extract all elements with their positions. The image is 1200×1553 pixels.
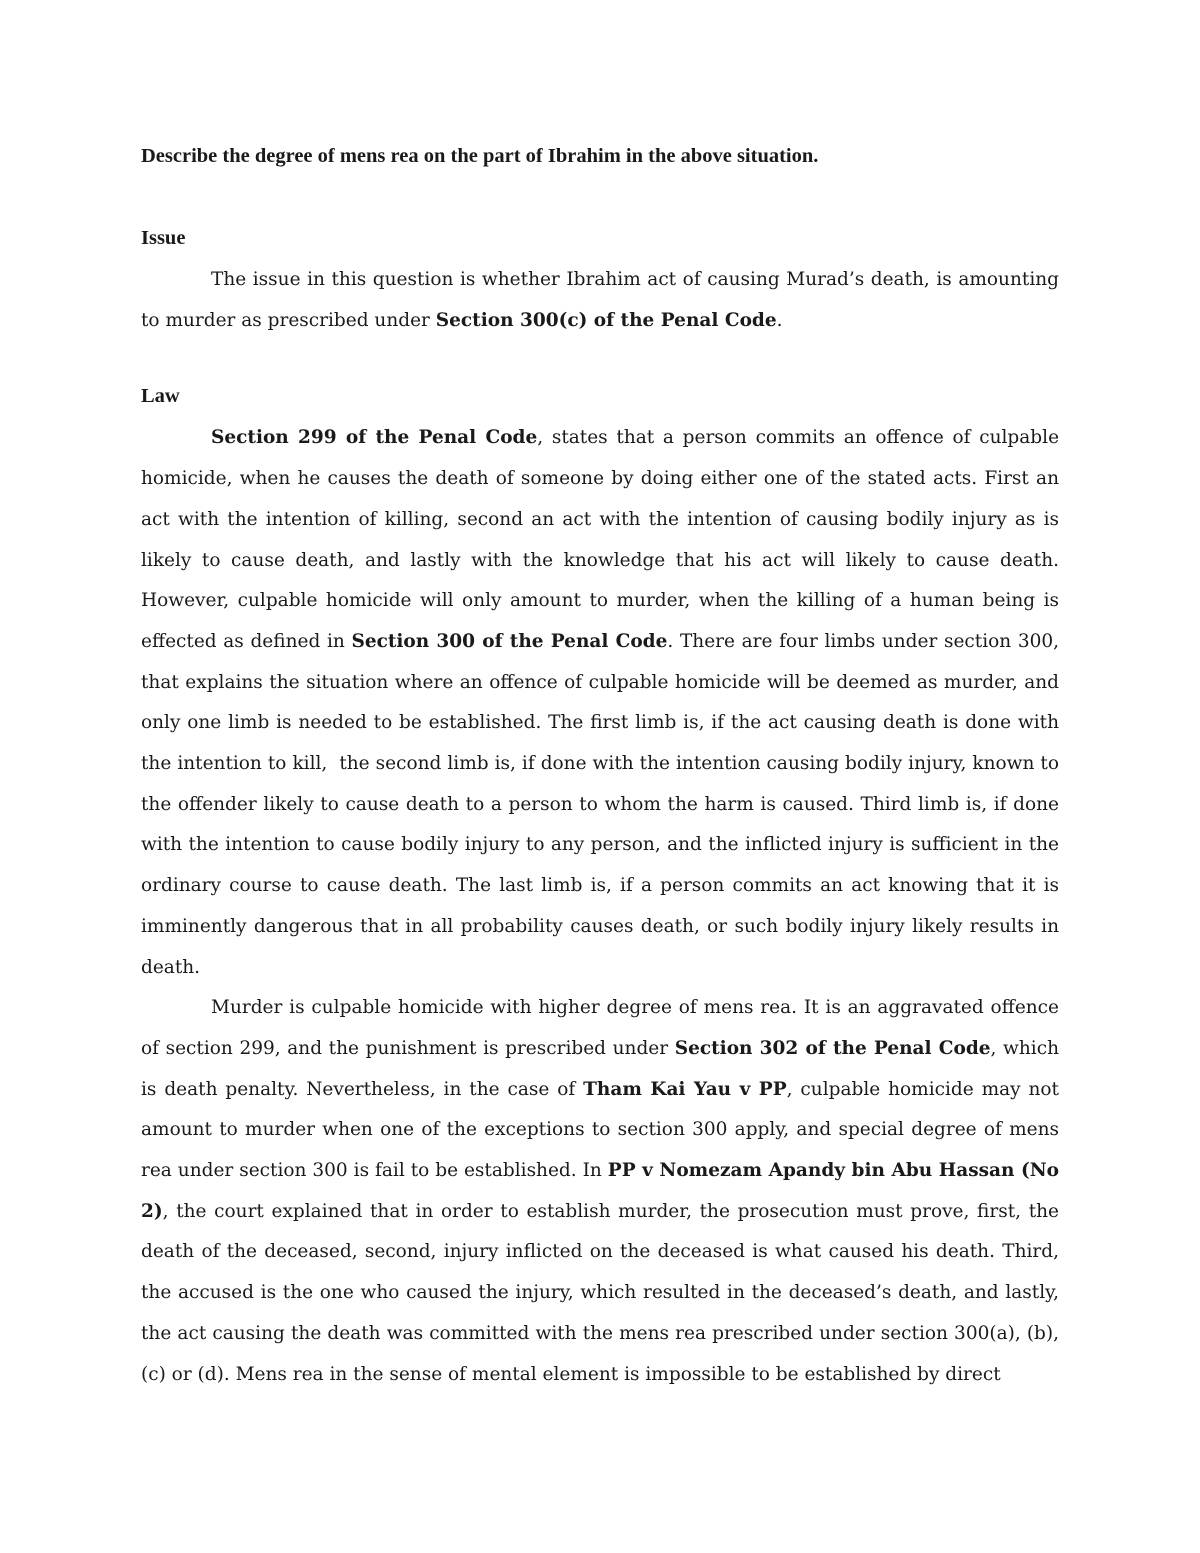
law-p1-text-2: . There are four limbs under section 300, that explains the situation where an offence of culpable homicide will be deemed as murder, and only one limb is needed to be established. The first limb is, if the act causing death is done with the intention to kill, the second limb is, if done with the intention causing bodily injury, known to the offender likely to cause death to a person to whom the harm is caused. Third limb is, if done with the intention to cause bodily injury to any person, and the inflicted injury is sufficient in the ordinary course to cause death. The last limb is, if a person commits an act knowing that it is imminently dangerous that in all probability causes death, or such bodily injury likely results in death. [141,630,1060,978]
law-p2-text-4: , the court explained that in order to establish murder, the prosecution must prove, first, the death of the deceased, second, injury inflicted on the deceased is what caused his death. Third, the accused is the one who caused the injury, which resulted in the deceased’s death, and lastly, the act causing the death was committed with the mens rea prescribed under section 300(a), (b), (c) or (d). Mens rea in the sense of mental element is impossible to be established by direct [141,1200,1059,1385]
issue-text-1: The issue in this question is whether Ibrahim act of causing Murad’s death, is amounting to murder as prescribed under [141,269,1059,331]
law-heading: Law [141,385,180,408]
law-section-302: Section 302 of the Penal Code [674,1037,991,1059]
issue-text-2: . [776,309,783,331]
document-page [141,139,1059,1395]
issue-paragraph [141,260,1059,341]
law-paragraph-2 [141,988,1059,1395]
law-p2-text-3: , culpable homicide may not amount to murder when one of the exceptions to section 300 apply, and special degree of mens rea under section 300 is fail to be established. In [141,1078,1059,1182]
case-tham-kai-yau: Tham Kai Yau v PP [583,1078,787,1100]
case-nomezam-apandy: PP v Nomezam Apandy bin Abu Hassan (No 2) [141,1160,1059,1222]
law-p2-text-2: , which is death penalty. Nevertheless, in the case of [141,1037,1059,1100]
question-heading: Describe the degree of mens rea on the part of Ibrahim in the above situation. [141,145,819,167]
issue-heading: Issue [141,227,186,249]
issue-section-300c: Section 300(c) of the Penal Code [435,309,777,331]
law-section-300: Section 300 of the Penal Code [351,630,668,652]
law-section-299: Section 299 of the Penal Code [211,427,538,449]
law-paragraph-1 [141,418,1059,988]
law-p1-text-1: , states that a person commits an offence of culpable homicide, when he causes the death of someone by doing either one of the stated acts. First an act with the intention of killing, second an act with the intention of causing bodily injury as is likely to cause death, and lastly with the knowledge that his act will likely to cause death. However, culpable homicide will only amount to murder, when the killing of a human being is effected as defined in [141,427,1060,652]
law-p2-text-1: Murder is culpable homicide with higher degree of mens rea. It is an aggravated offence of section 299, and the punishment is prescribed under [141,997,1059,1059]
